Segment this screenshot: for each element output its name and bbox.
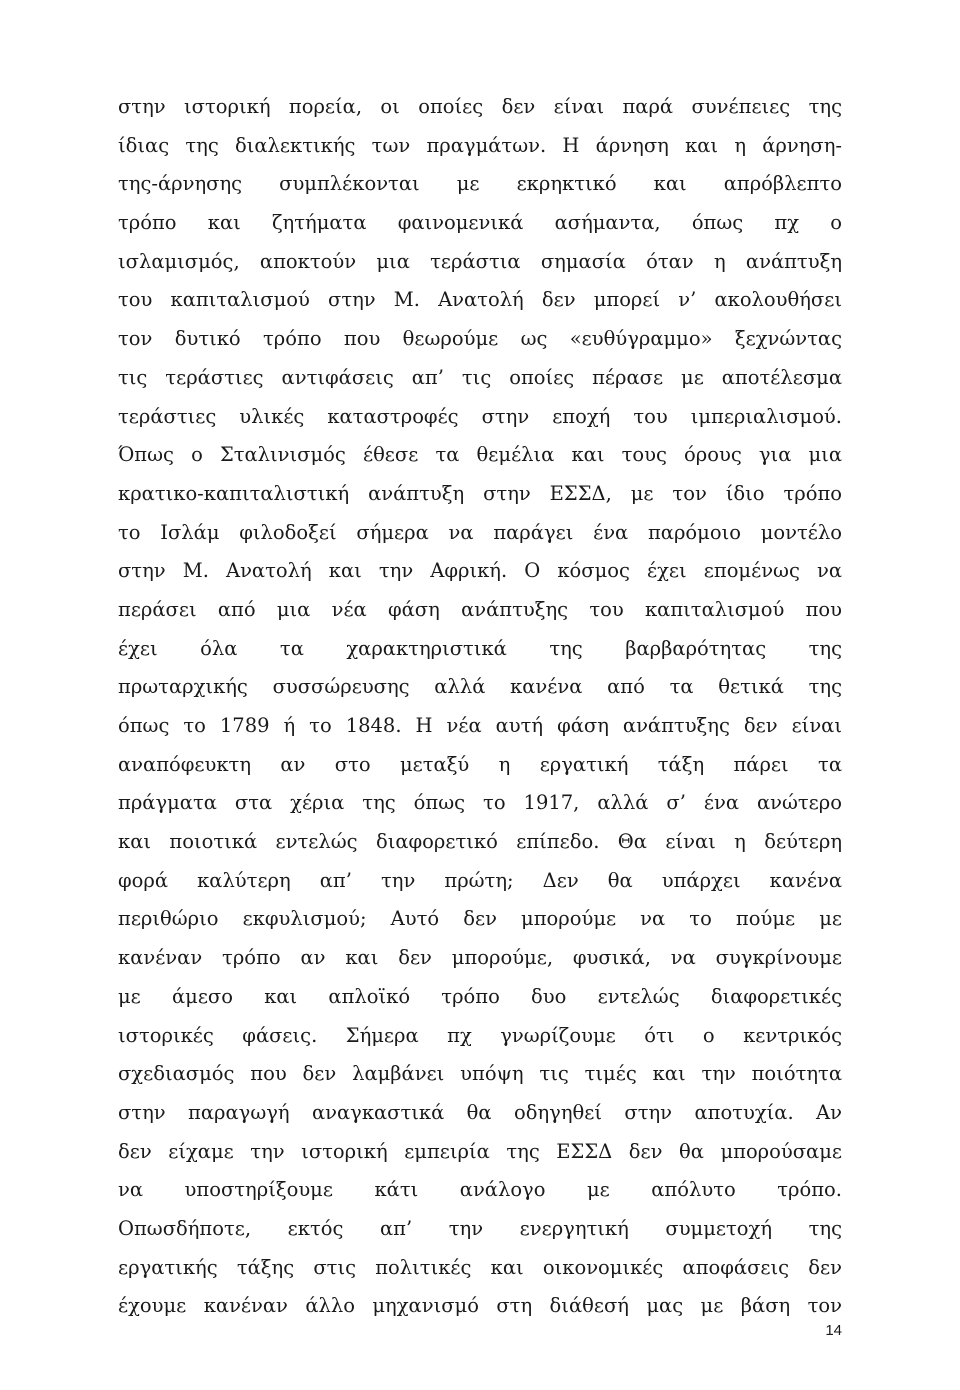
text-line: έχει όλα τα χαρακτηριστικά της βαρβαρότητας της bbox=[118, 636, 842, 660]
text-line: ίδιας της διαλεκτικής των πραγμάτων. Η άρνηση και η άρνηση- bbox=[118, 133, 842, 157]
body-text bbox=[118, 88, 842, 1326]
text-line: και ποιοτικά εντελώς διαφορετικό επίπεδο. Θα είναι η δεύτερη bbox=[118, 830, 842, 854]
text-line: φορά καλύτερη απ’ την πρώτη; Δεν θα υπάρχει κανένα bbox=[118, 868, 842, 892]
text-line: Όπως ο Σταλινισμός έθεσε τα θεμέλια και τους όρους για μια bbox=[118, 443, 842, 467]
text-line: όπως το 1789 ή το 1848. Η νέα αυτή φάση ανάπτυξης δεν είναι bbox=[118, 714, 842, 737]
text-line: τις τεράστιες αντιφάσεις απ’ τις οποίες πέρασε με αποτέλεσμα bbox=[118, 365, 842, 389]
text-line: στην Μ. Ανατολή και την Αφρική. Ο κόσμος έχει επομένως να bbox=[118, 559, 842, 583]
text-line: Οπωσδήποτε, εκτός απ’ την ενεργητική συμμετοχή της bbox=[118, 1216, 842, 1240]
text-line: τρόπο και ζητήματα φαινομενικά ασήμαντα, όπως πχ ο bbox=[118, 211, 842, 235]
text-line: του καπιταλισμού στην Μ. Ανατολή δεν μπορεί ν’ ακολουθήσει bbox=[118, 288, 842, 312]
text-line: περάσει από μια νέα φάση ανάπτυξης του καπιταλισμού που bbox=[118, 597, 842, 621]
text-line: περιθώριο εκφυλισμού; Αυτό δεν μπορούμε να το πούμε με bbox=[118, 907, 842, 931]
text-line: τεράστιες υλικές καταστροφές στην εποχή του ιμπεριαλισμού. bbox=[118, 404, 842, 428]
text-line: δεν είχαμε την ιστορική εμπειρία της ΕΣΣΔ δεν θα μπορούσαμε bbox=[118, 1139, 842, 1163]
text-line: πράγματα στα χέρια της όπως το 1917, αλλά σ’ ένα ανώτερο bbox=[118, 791, 842, 815]
text-line: εργατικής τάξης στις πολιτικές και οικονομικές αποφάσεις δεν bbox=[118, 1255, 842, 1279]
page-number: 14 bbox=[825, 1322, 842, 1339]
text-line: στην παραγωγή αναγκαστικά θα οδηγηθεί στην αποτυχία. Αν bbox=[118, 1100, 842, 1124]
text-line: έχουμε κανέναν άλλο μηχανισμό στη διάθεσή μας με βάση τον bbox=[118, 1294, 842, 1318]
text-line: της-άρνησης συμπλέκονται με εκρηκτικό και απρόβλεπτο bbox=[118, 172, 842, 196]
text-line: κανέναν τρόπο αν και δεν μπορούμε, φυσικά, να συγκρίνουμε bbox=[118, 946, 842, 970]
text-line: να υποστηρίξουμε κάτι ανάλογο με απόλυτο τρόπο. bbox=[118, 1178, 842, 1202]
text-line: τον δυτικό τρόπο που θεωρούμε ως «ευθύγραμμο» ξεχνώντας bbox=[118, 327, 842, 351]
text-line: το Ισλάμ φιλοδοξεί σήμερα να παράγει ένα παρόμοιο μοντέλο bbox=[118, 520, 842, 544]
text-line: στην ιστορική πορεία, οι οποίες δεν είναι παρά συνέπειες της bbox=[118, 95, 842, 118]
text-line: κρατικο-καπιταλιστική ανάπτυξη στην ΕΣΣΔ, με τον ίδιο τρόπο bbox=[118, 481, 842, 505]
text-line: ισλαμισμός, αποκτούν μια τεράστια σημασία όταν η ανάπτυξη bbox=[118, 249, 842, 273]
text-line: πρωταρχικής συσσώρευσης αλλά κανένα από τα θετικά της bbox=[118, 675, 842, 699]
text-line: με άμεσο και απλοϊκό τρόπο δυο εντελώς διαφορετικές bbox=[118, 984, 842, 1008]
text-line: ιστορικές φάσεις. Σήμερα πχ γνωρίζουμε ότι ο κεντρικός bbox=[118, 1023, 842, 1047]
text-line: αναπόφευκτη αν στο μεταξύ η εργατική τάξη πάρει τα bbox=[118, 752, 842, 776]
text-line: σχεδιασμός που δεν λαμβάνει υπόψη τις τιμές και την ποιότητα bbox=[118, 1062, 842, 1086]
